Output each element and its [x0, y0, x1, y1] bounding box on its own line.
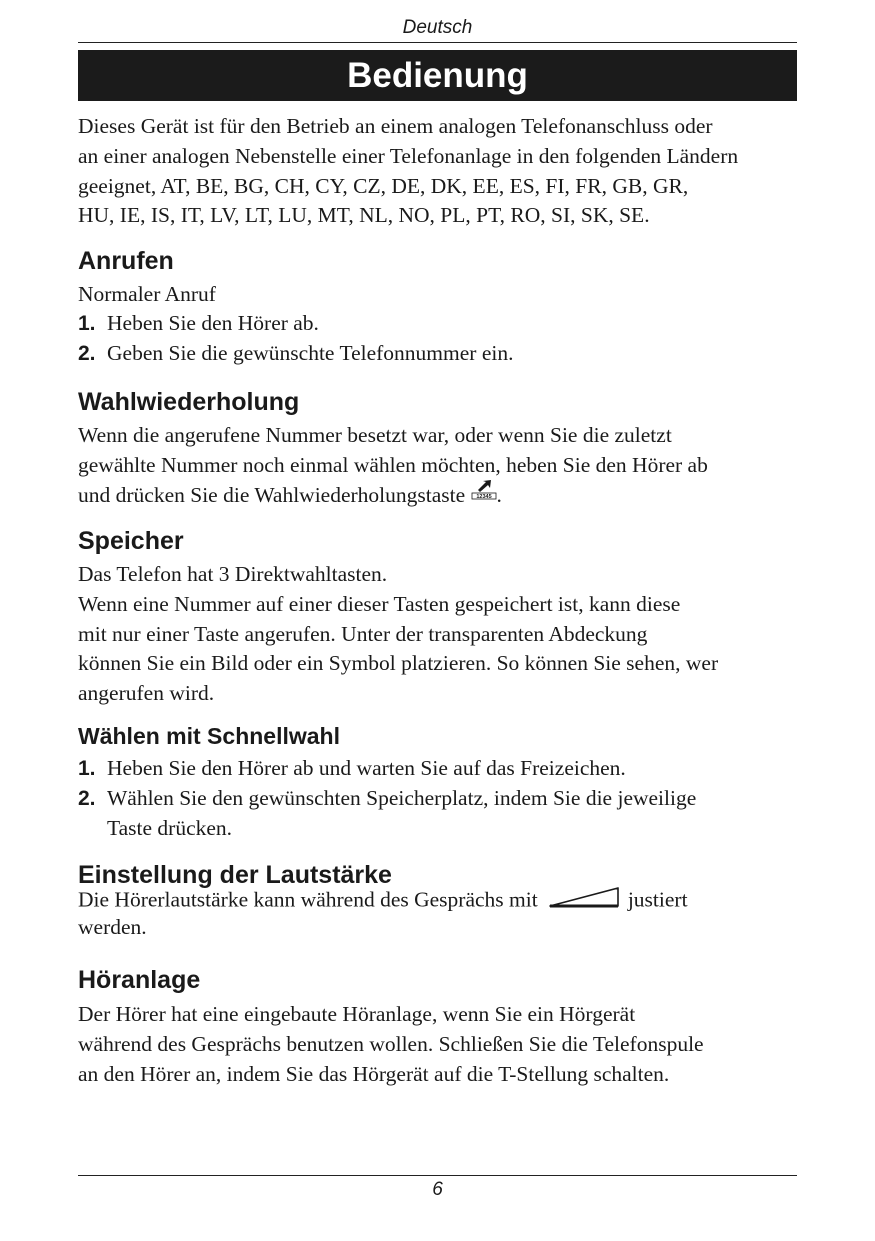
volume-wedge-icon: [548, 885, 622, 914]
paragraph-line-text: justiert: [627, 887, 688, 912]
step-text: Wählen Sie den gewünschten Speicherplatz, indem Sie die jeweilige: [107, 786, 697, 810]
schnellwahl-step-2: [78, 784, 696, 844]
paragraph-line: [78, 481, 708, 512]
anrufen-step-1: [78, 309, 319, 339]
redial-key-label: 12345: [475, 494, 492, 501]
hoeranlage-paragraph: [78, 1000, 704, 1089]
anrufen-subtitle: Normaler Anruf: [78, 282, 216, 306]
section-heading-speicher: Speicher: [78, 527, 184, 555]
paragraph-line: mit nur einer Taste angerufen. Unter der transparenten Abdeckung: [78, 621, 648, 646]
intro-paragraph: [78, 112, 738, 231]
anrufen-step-2: [78, 339, 513, 369]
paragraph-line: an den Hörer an, indem Sie das Hörgerät auf die T-Stellung schalten.: [78, 1061, 670, 1086]
step-text-continued: Taste drücken.: [107, 815, 233, 840]
intro-line: Dieses Gerät ist für den Betrieb an einem analogen Telefonanschluss oder: [78, 114, 713, 138]
step-text: Geben Sie die gewünschte Telefonnummer ein.: [107, 341, 514, 365]
paragraph-line: Wenn eine Nummer auf einer dieser Tasten gespeichert ist, kann diese: [78, 591, 681, 616]
trailing-period: .: [496, 482, 502, 507]
footer-rule: [78, 1175, 797, 1176]
speicher-paragraph: [78, 560, 718, 709]
subsection-heading-schnellwahl: Wählen mit Schnellwahl: [78, 723, 340, 749]
intro-line: geeignet, AT, BE, BG, CH, CY, CZ, DE, DK, EE, ES, FI, FR, GB, GR,: [78, 173, 689, 198]
redial-key-icon: [471, 478, 497, 509]
paragraph-line: werden.: [78, 915, 147, 939]
lautstaerke-paragraph: [78, 887, 688, 938]
step-number: 2.: [78, 342, 96, 365]
wahlwiederholung-paragraph: [78, 421, 708, 512]
paragraph-line: [78, 887, 688, 916]
section-heading-anrufen: Anrufen: [78, 247, 174, 275]
paragraph-line: während des Gesprächs benutzen wollen. Schließen Sie die Telefonspule: [78, 1031, 704, 1056]
page-title: Bedienung: [78, 50, 797, 101]
page-number: 6: [432, 1179, 443, 1200]
step-text: Heben Sie den Hörer ab.: [107, 311, 319, 335]
header-rule: [78, 42, 797, 43]
step-number: 1.: [78, 757, 96, 780]
step-text: Heben Sie den Hörer ab und warten Sie auf das Freizeichen.: [107, 756, 626, 780]
header-language: Deutsch: [402, 17, 473, 38]
intro-line: an einer analogen Nebenstelle einer Telefonanlage in den folgenden Ländern: [78, 143, 739, 168]
section-heading-wahlwiederholung: Wahlwiederholung: [78, 388, 300, 416]
paragraph-line: Das Telefon hat 3 Direktwahltasten.: [78, 562, 388, 586]
section-heading-lautstaerke: Einstellung der Lautstärke: [78, 861, 392, 889]
intro-line: HU, IE, IS, IT, LV, LT, LU, MT, NL, NO, PL, PT, RO, SI, SK, SE.: [78, 203, 650, 228]
paragraph-line-text: und drücken Sie die Wahlwiederholungstaste: [78, 482, 466, 507]
paragraph-line: angerufen wird.: [78, 681, 215, 706]
paragraph-line-text: Die Hörerlautstärke kann während des Gesprächs mit: [78, 887, 538, 912]
schnellwahl-step-1: [78, 754, 626, 784]
section-heading-hoeranlage: Höranlage: [78, 966, 201, 994]
paragraph-line: können Sie ein Bild oder ein Symbol platzieren. So können Sie sehen, wer: [78, 651, 719, 676]
paragraph-line: Wenn die angerufene Nummer besetzt war, oder wenn Sie die zuletzt: [78, 423, 672, 447]
step-number: 1.: [78, 312, 96, 335]
paragraph-line: Der Hörer hat eine eingebaute Höranlage, wenn Sie ein Hörgerät: [78, 1002, 636, 1026]
step-number: 2.: [78, 787, 96, 810]
paragraph-line: gewählte Nummer noch einmal wählen möchten, heben Sie den Hörer ab: [78, 452, 708, 477]
